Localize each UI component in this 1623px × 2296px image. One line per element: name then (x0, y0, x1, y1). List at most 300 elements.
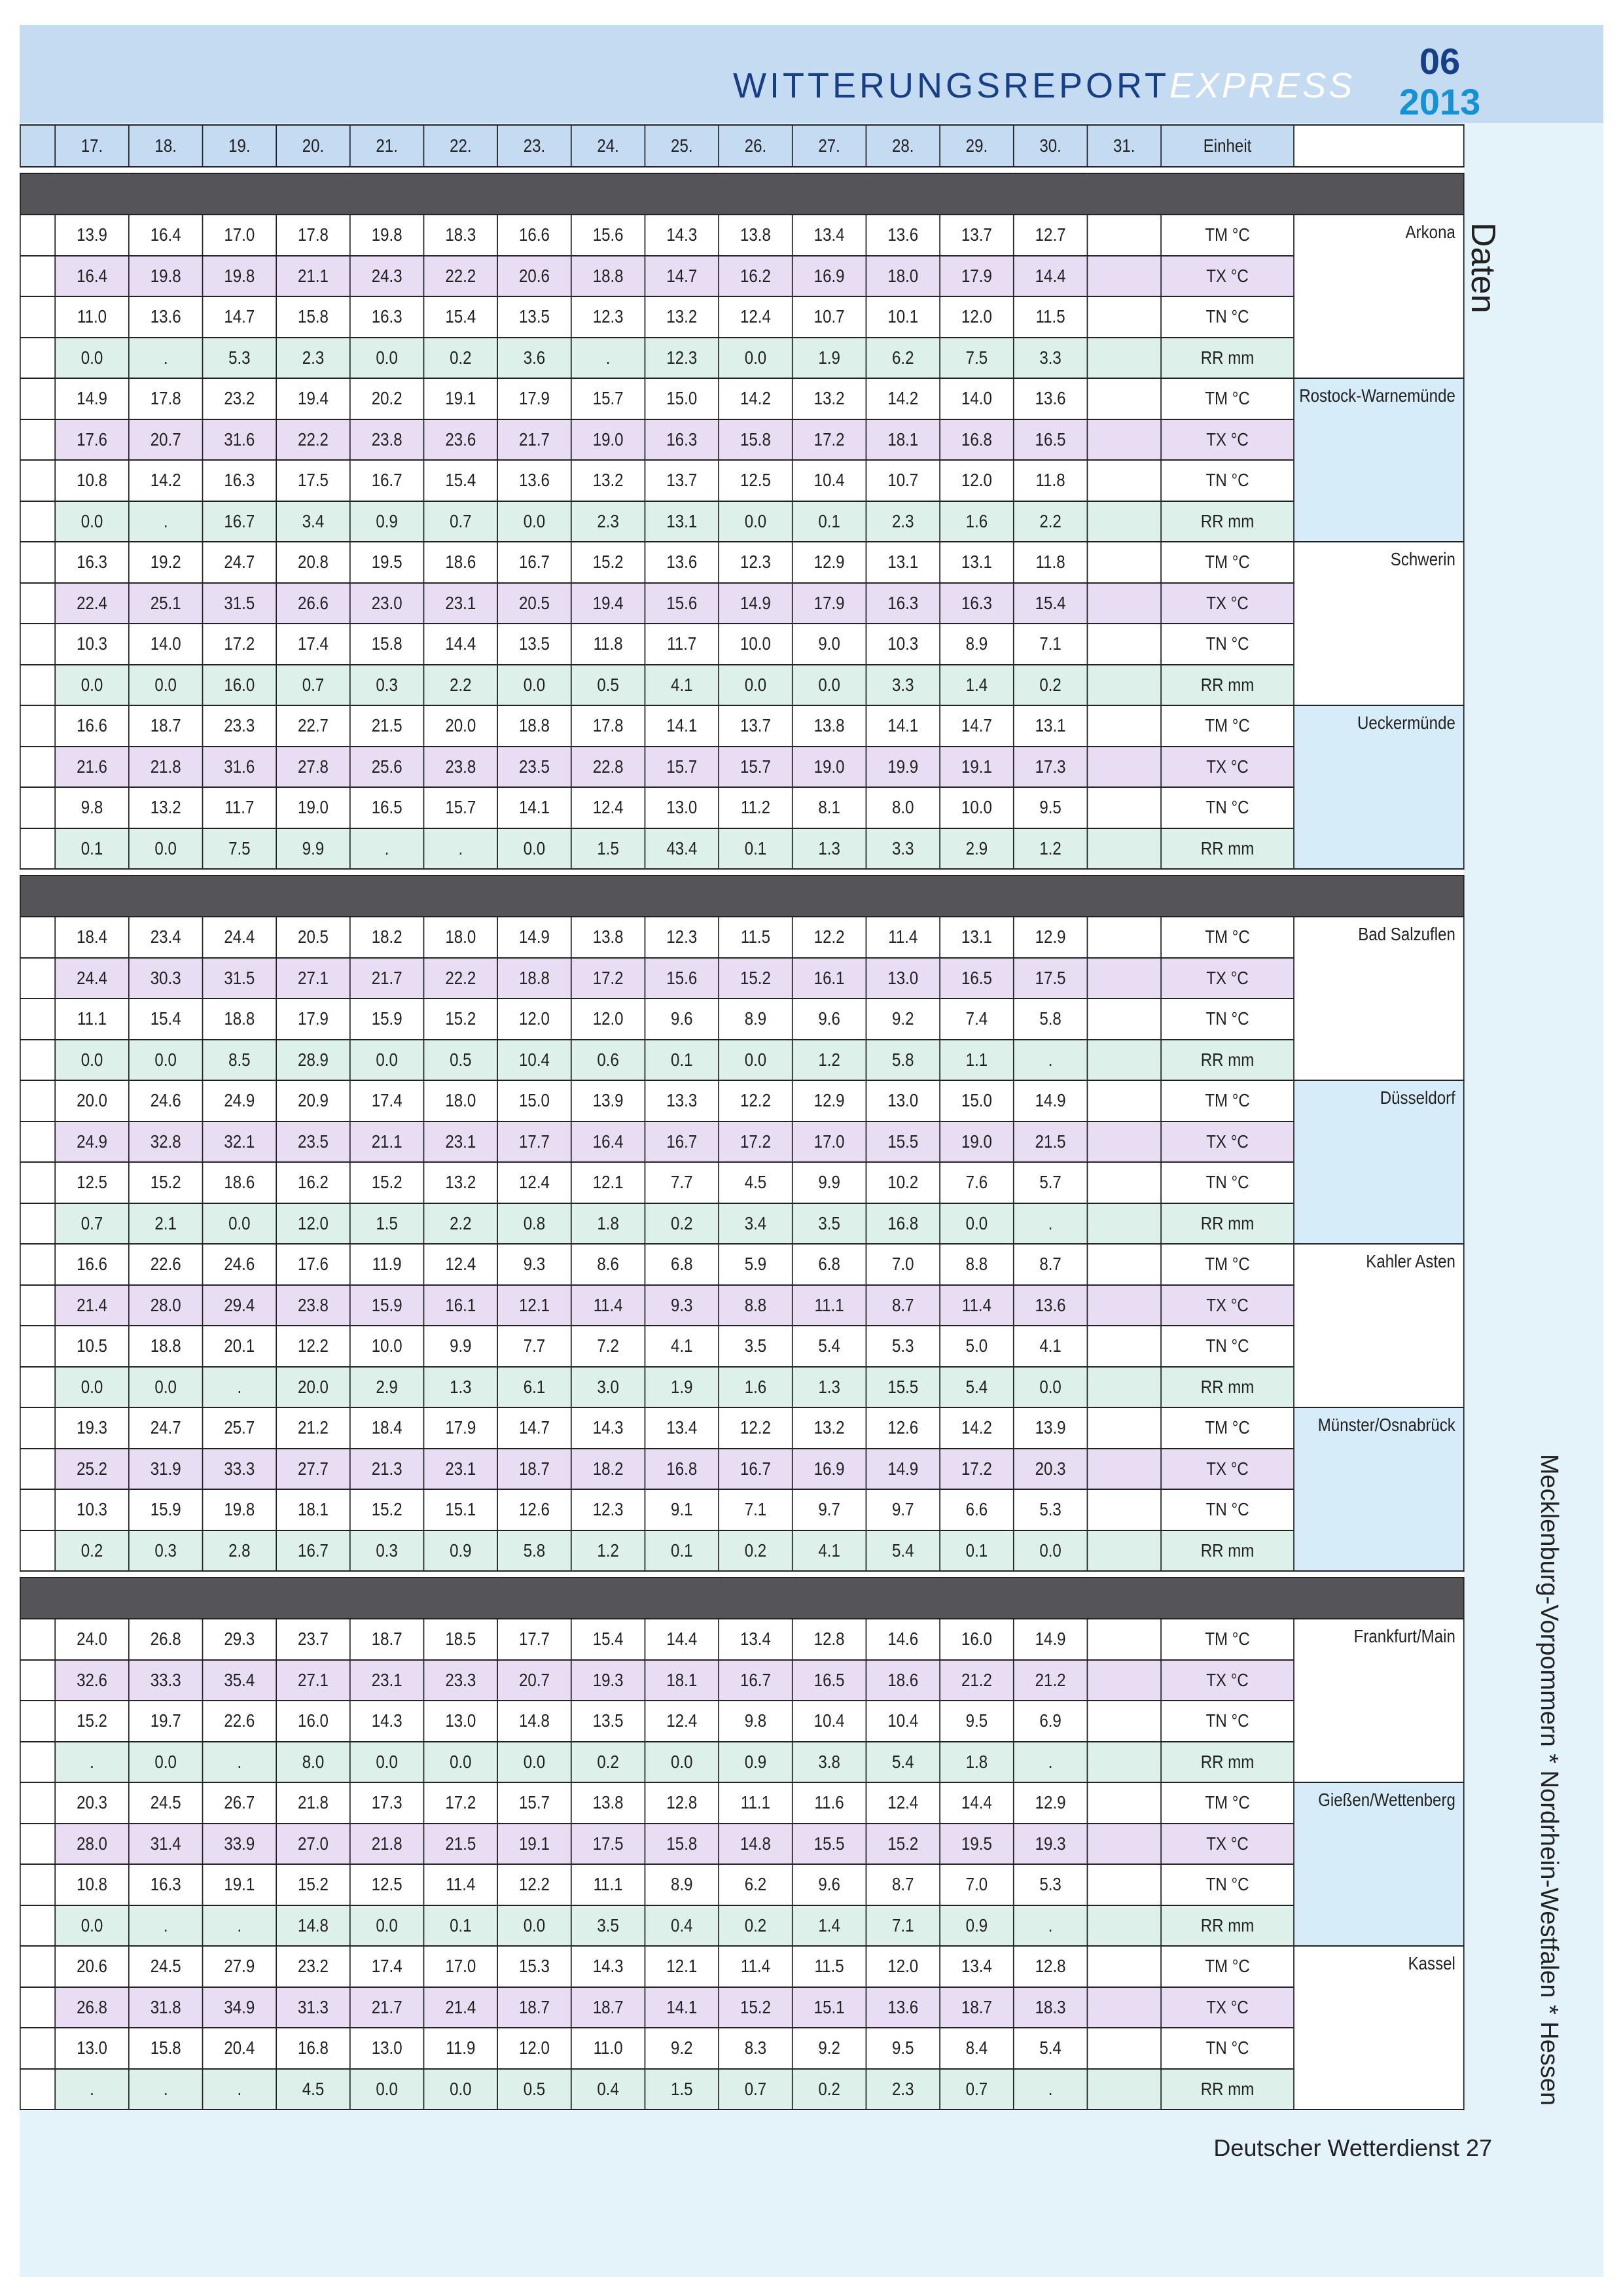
row-lead-cell (20, 1407, 55, 1449)
value-cell: 13.4 (645, 1407, 719, 1449)
value-cell: 14.7 (940, 705, 1014, 747)
value-cell: 19.0 (940, 1122, 1014, 1163)
value-cell: 0.0 (350, 338, 424, 379)
value-cell: 16.4 (129, 215, 203, 256)
value-cell: 8.7 (866, 1285, 940, 1326)
value-cell: 13.9 (571, 1080, 645, 1122)
value-cell: 23.6 (423, 419, 497, 461)
value-cell: 24.4 (55, 958, 129, 999)
day-header: 22. (423, 125, 497, 167)
value-cell (1087, 296, 1161, 338)
value-cell (1087, 460, 1161, 501)
row-lead-cell (20, 624, 55, 665)
value-cell: 27.7 (276, 1449, 350, 1490)
row-lead-cell (20, 1489, 55, 1530)
row-lead-cell (20, 1701, 55, 1742)
value-cell: 13.1 (645, 501, 719, 542)
value-cell: 14.3 (350, 1701, 424, 1742)
value-cell: 0.3 (350, 665, 424, 706)
value-cell: 17.2 (719, 1122, 793, 1163)
value-cell: 9.8 (719, 1701, 793, 1742)
value-cell: 33.9 (203, 1824, 277, 1865)
value-cell: 23.7 (276, 1619, 350, 1660)
day-header: 20. (276, 125, 350, 167)
row-lead-cell (20, 705, 55, 747)
value-cell: 16.5 (1014, 419, 1088, 461)
row-lead-cell (20, 1285, 55, 1326)
row-lead-cell (20, 419, 55, 461)
weather-data-table (20, 124, 1465, 2110)
row-lead-cell (20, 583, 55, 624)
value-cell: 17.9 (497, 378, 571, 419)
value-cell: 8.0 (276, 1742, 350, 1783)
row-lead-cell (20, 1782, 55, 1824)
value-cell: 15.2 (129, 1162, 203, 1203)
value-cell: 12.3 (719, 542, 793, 583)
value-cell: 8.8 (940, 1244, 1014, 1285)
value-cell: 23.2 (203, 378, 277, 419)
value-cell: 16.7 (497, 542, 571, 583)
value-cell: 19.5 (940, 1824, 1014, 1865)
value-cell: 12.8 (793, 1619, 866, 1660)
value-cell: 14.9 (55, 378, 129, 419)
unit-cell: TM °C (1161, 1407, 1294, 1449)
table-row (20, 1244, 1464, 1285)
value-cell: . (350, 828, 424, 870)
table-row (20, 338, 1464, 379)
value-cell: . (55, 1742, 129, 1783)
station-name: Arkona (1294, 215, 1464, 378)
value-cell (1087, 1782, 1161, 1824)
value-cell: 9.5 (866, 2028, 940, 2069)
value-cell: 11.8 (1014, 460, 1088, 501)
value-cell: 17.7 (497, 1122, 571, 1163)
value-cell (1087, 665, 1161, 706)
value-cell: 11.1 (793, 1285, 866, 1326)
value-cell: 4.1 (1014, 1326, 1088, 1367)
unit-cell: TX °C (1161, 419, 1294, 461)
table-row (20, 1742, 1464, 1783)
value-cell: 7.2 (571, 1326, 645, 1367)
value-cell: 12.2 (276, 1326, 350, 1367)
value-cell: 13.7 (645, 460, 719, 501)
value-cell: 9.6 (793, 1864, 866, 1905)
value-cell: 12.1 (497, 1285, 571, 1326)
table-row (20, 624, 1464, 665)
value-cell: 18.7 (129, 705, 203, 747)
row-lead-cell (20, 1080, 55, 1122)
value-cell: 0.0 (1014, 1367, 1088, 1408)
station-name: Kassel (1294, 1946, 1464, 2110)
value-cell: 0.0 (497, 828, 571, 870)
value-cell: 18.6 (866, 1660, 940, 1701)
value-cell: 3.3 (1014, 338, 1088, 379)
unit-cell: TM °C (1161, 705, 1294, 747)
value-cell: 12.9 (793, 1080, 866, 1122)
value-cell: 3.5 (793, 1203, 866, 1245)
value-cell: 23.1 (423, 1449, 497, 1490)
value-cell: 12.1 (645, 1946, 719, 1987)
table-row (20, 787, 1464, 828)
value-cell: 16.6 (55, 1244, 129, 1285)
unit-header: Einheit (1161, 125, 1294, 167)
value-cell: 11.5 (1014, 296, 1088, 338)
value-cell: 19.0 (571, 419, 645, 461)
value-cell: 15.6 (645, 583, 719, 624)
issue-month: 06 (1419, 41, 1461, 82)
unit-cell: TM °C (1161, 917, 1294, 958)
value-cell: 23.4 (129, 917, 203, 958)
header-lead-cell (20, 125, 55, 167)
value-cell: 0.0 (497, 1905, 571, 1947)
value-cell: 0.5 (423, 1040, 497, 1081)
unit-cell: TX °C (1161, 747, 1294, 788)
value-cell: 0.1 (793, 501, 866, 542)
value-cell: 14.3 (571, 1407, 645, 1449)
value-cell: 0.0 (129, 665, 203, 706)
table-row (20, 215, 1464, 256)
value-cell: 2.1 (129, 1203, 203, 1245)
value-cell: 12.6 (497, 1489, 571, 1530)
value-cell: 20.0 (423, 705, 497, 747)
value-cell: 17.2 (793, 419, 866, 461)
value-cell: 13.8 (571, 1782, 645, 1824)
value-cell: 19.1 (203, 1864, 277, 1905)
value-cell: 3.3 (866, 828, 940, 870)
value-cell: 7.1 (719, 1489, 793, 1530)
value-cell: 23.2 (276, 1946, 350, 1987)
value-cell: 7.1 (866, 1905, 940, 1947)
value-cell: 3.4 (276, 501, 350, 542)
value-cell: 21.5 (350, 705, 424, 747)
value-cell (1087, 1080, 1161, 1122)
value-cell: 22.6 (129, 1244, 203, 1285)
publisher-name: Deutscher Wetterdienst (1213, 2134, 1459, 2161)
value-cell: 0.0 (719, 665, 793, 706)
value-cell: 18.0 (866, 256, 940, 297)
value-cell: 16.3 (645, 419, 719, 461)
value-cell: 22.2 (276, 419, 350, 461)
value-cell: 10.0 (940, 787, 1014, 828)
value-cell: 18.7 (571, 1987, 645, 2028)
value-cell: 20.1 (203, 1326, 277, 1367)
value-cell: 7.4 (940, 998, 1014, 1040)
unit-cell: TM °C (1161, 1080, 1294, 1122)
value-cell: 21.7 (350, 958, 424, 999)
value-cell: 21.5 (423, 1824, 497, 1865)
value-cell: 16.6 (497, 215, 571, 256)
section-label: Daten (1464, 222, 1502, 313)
section-header-bar (20, 875, 1464, 917)
unit-cell: TN °C (1161, 2028, 1294, 2069)
page-number: 27 (1465, 2134, 1492, 2161)
value-cell: 15.2 (350, 1489, 424, 1530)
value-cell: 12.3 (645, 338, 719, 379)
value-cell: 18.1 (866, 419, 940, 461)
table-row (20, 1530, 1464, 1572)
value-cell: 10.3 (866, 624, 940, 665)
value-cell: 17.0 (423, 1946, 497, 1987)
value-cell: 0.3 (350, 1530, 424, 1572)
unit-cell: TX °C (1161, 583, 1294, 624)
value-cell: 24.9 (55, 1122, 129, 1163)
value-cell: 18.0 (423, 917, 497, 958)
value-cell: 20.6 (497, 256, 571, 297)
value-cell: 12.0 (497, 2028, 571, 2069)
value-cell: 12.5 (350, 1864, 424, 1905)
value-cell (1087, 501, 1161, 542)
value-cell: 11.4 (866, 917, 940, 958)
value-cell: 0.2 (423, 338, 497, 379)
value-cell (1087, 1701, 1161, 1742)
value-cell: 16.8 (940, 419, 1014, 461)
value-cell: 19.3 (1014, 1824, 1088, 1865)
value-cell: 8.6 (571, 1244, 645, 1285)
value-cell: 0.4 (571, 2069, 645, 2110)
value-cell: 20.7 (129, 419, 203, 461)
value-cell: 11.7 (645, 624, 719, 665)
value-cell: 3.6 (497, 338, 571, 379)
value-cell: 1.3 (793, 828, 866, 870)
unit-cell: RR mm (1161, 1040, 1294, 1081)
value-cell: 30.3 (129, 958, 203, 999)
value-cell: 17.8 (276, 215, 350, 256)
value-cell: 17.2 (423, 1782, 497, 1824)
value-cell: 2.3 (571, 501, 645, 542)
value-cell: 11.4 (719, 1946, 793, 1987)
value-cell: . (55, 2069, 129, 2110)
unit-cell: TM °C (1161, 542, 1294, 583)
value-cell: 20.8 (276, 542, 350, 583)
value-cell: 18.8 (497, 958, 571, 999)
value-cell: 17.2 (940, 1449, 1014, 1490)
value-cell: 0.0 (719, 501, 793, 542)
value-cell: 0.6 (571, 1040, 645, 1081)
value-cell: 13.2 (793, 1407, 866, 1449)
value-cell: 14.2 (940, 1407, 1014, 1449)
value-cell: 17.3 (350, 1782, 424, 1824)
value-cell: 16.4 (571, 1122, 645, 1163)
value-cell: 0.0 (203, 1203, 277, 1245)
value-cell: 13.1 (866, 542, 940, 583)
value-cell: 24.9 (203, 1080, 277, 1122)
value-cell: 14.8 (719, 1824, 793, 1865)
value-cell: 14.1 (645, 1987, 719, 2028)
value-cell: 12.0 (497, 998, 571, 1040)
value-cell: 13.2 (645, 296, 719, 338)
value-cell: 15.4 (571, 1619, 645, 1660)
value-cell: 6.6 (940, 1489, 1014, 1530)
value-cell: 4.1 (645, 1326, 719, 1367)
row-lead-cell (20, 2028, 55, 2069)
row-lead-cell (20, 1946, 55, 1987)
value-cell: 17.9 (276, 998, 350, 1040)
value-cell: 10.8 (55, 460, 129, 501)
value-cell: 21.1 (350, 1122, 424, 1163)
value-cell: 1.5 (571, 828, 645, 870)
value-cell: 8.0 (866, 787, 940, 828)
region-label: Mecklenburg-Vorpommern * Nordrhein-Westfalen * Hessen (1535, 1454, 1563, 2106)
value-cell: 0.0 (129, 1367, 203, 1408)
value-cell: 10.3 (55, 624, 129, 665)
value-cell: 0.1 (645, 1530, 719, 1572)
value-cell: 0.0 (1014, 1530, 1088, 1572)
value-cell: 11.1 (571, 1864, 645, 1905)
row-lead-cell (20, 1040, 55, 1081)
value-cell: 13.6 (497, 460, 571, 501)
value-cell: 19.7 (129, 1701, 203, 1742)
value-cell: 15.8 (129, 2028, 203, 2069)
value-cell: 11.5 (719, 917, 793, 958)
table-row (20, 1489, 1464, 1530)
value-cell: 14.2 (129, 460, 203, 501)
value-cell: 15.4 (1014, 583, 1088, 624)
value-cell: 13.7 (719, 705, 793, 747)
value-cell: 14.2 (719, 378, 793, 419)
value-cell: 0.0 (55, 338, 129, 379)
table-row (20, 1080, 1464, 1122)
value-cell: 21.4 (55, 1285, 129, 1326)
table-row (20, 1203, 1464, 1245)
value-cell: 3.8 (793, 1742, 866, 1783)
value-cell: 15.8 (719, 419, 793, 461)
value-cell: 13.1 (1014, 705, 1088, 747)
value-cell: 7.7 (497, 1326, 571, 1367)
value-cell: 5.8 (866, 1040, 940, 1081)
value-cell: 17.4 (350, 1080, 424, 1122)
value-cell: 0.1 (719, 828, 793, 870)
value-cell: 6.2 (719, 1864, 793, 1905)
value-cell: 15.5 (793, 1824, 866, 1865)
value-cell: 16.0 (276, 1701, 350, 1742)
value-cell: 3.4 (719, 1203, 793, 1245)
value-cell: 13.6 (866, 215, 940, 256)
spacer-cell (20, 1571, 1464, 1578)
value-cell: 16.5 (350, 787, 424, 828)
value-cell: 12.2 (719, 1080, 793, 1122)
value-cell: 14.1 (497, 787, 571, 828)
report-title-main: WITTERUNGSREPORT (733, 66, 1170, 105)
value-cell: 5.3 (866, 1326, 940, 1367)
section-header-bar (20, 1578, 1464, 1619)
value-cell: 15.2 (719, 958, 793, 999)
value-cell: 14.0 (129, 624, 203, 665)
table-row (20, 419, 1464, 461)
value-cell: 18.4 (350, 1407, 424, 1449)
value-cell: 14.8 (497, 1701, 571, 1742)
row-lead-cell (20, 1162, 55, 1203)
value-cell: 8.5 (203, 1040, 277, 1081)
value-cell: 23.3 (423, 1660, 497, 1701)
value-cell: 31.5 (203, 583, 277, 624)
unit-cell: RR mm (1161, 2069, 1294, 2110)
value-cell: 17.5 (276, 460, 350, 501)
value-cell: 9.5 (940, 1701, 1014, 1742)
value-cell: 20.4 (203, 2028, 277, 2069)
value-cell: 27.1 (276, 958, 350, 999)
value-cell: 21.2 (940, 1660, 1014, 1701)
value-cell: 14.9 (1014, 1619, 1088, 1660)
value-cell: 0.0 (129, 828, 203, 870)
value-cell: 1.8 (571, 1203, 645, 1245)
day-header: 23. (497, 125, 571, 167)
value-cell: 0.2 (571, 1742, 645, 1783)
value-cell: . (203, 2069, 277, 2110)
value-cell: 29.4 (203, 1285, 277, 1326)
value-cell: 0.0 (129, 1040, 203, 1081)
table-row (20, 1367, 1464, 1408)
unit-cell: RR mm (1161, 338, 1294, 379)
value-cell: 21.2 (1014, 1660, 1088, 1701)
value-cell: 15.2 (719, 1987, 793, 2028)
value-cell: 31.9 (129, 1449, 203, 1490)
value-cell: 31.5 (203, 958, 277, 999)
value-cell: 15.8 (276, 296, 350, 338)
value-cell: 23.5 (497, 747, 571, 788)
value-cell: 14.0 (940, 378, 1014, 419)
value-cell: 18.3 (1014, 1987, 1088, 2028)
value-cell: 13.9 (1014, 1407, 1088, 1449)
value-cell: 25.7 (203, 1407, 277, 1449)
value-cell: 35.4 (203, 1660, 277, 1701)
value-cell: 23.1 (423, 583, 497, 624)
value-cell: 1.5 (350, 1203, 424, 1245)
value-cell: 12.8 (1014, 1946, 1088, 1987)
value-cell: 8.9 (645, 1864, 719, 1905)
report-title-suffix: EXPRESS (1169, 66, 1355, 105)
value-cell: 20.5 (276, 917, 350, 958)
value-cell: . (129, 2069, 203, 2110)
day-header: 18. (129, 125, 203, 167)
value-cell: 15.5 (866, 1122, 940, 1163)
value-cell: 8.7 (1014, 1244, 1088, 1285)
station-name: Gießen/Wettenberg (1294, 1782, 1464, 1946)
value-cell: 19.8 (203, 1489, 277, 1530)
value-cell: 14.2 (866, 378, 940, 419)
value-cell: . (203, 1367, 277, 1408)
value-cell: 19.8 (350, 215, 424, 256)
value-cell: 22.6 (203, 1701, 277, 1742)
value-cell: 13.2 (571, 460, 645, 501)
value-cell: 12.4 (719, 296, 793, 338)
value-cell: 10.0 (350, 1326, 424, 1367)
value-cell: 16.0 (203, 665, 277, 706)
value-cell: 14.1 (645, 705, 719, 747)
value-cell (1087, 1449, 1161, 1490)
value-cell: 3.5 (571, 1905, 645, 1947)
value-cell: 13.6 (1014, 378, 1088, 419)
value-cell: 0.9 (350, 501, 424, 542)
page-footer (1113, 2134, 1492, 2162)
value-cell: 18.4 (55, 917, 129, 958)
value-cell: 14.3 (571, 1946, 645, 1987)
value-cell: 17.3 (1014, 747, 1088, 788)
value-cell: 27.0 (276, 1824, 350, 1865)
value-cell: 24.5 (129, 1946, 203, 1987)
unit-cell: TN °C (1161, 1162, 1294, 1203)
value-cell (1087, 256, 1161, 297)
value-cell: 21.3 (350, 1449, 424, 1490)
unit-cell: TX °C (1161, 1285, 1294, 1326)
value-cell: 11.8 (571, 624, 645, 665)
value-cell (1087, 1660, 1161, 1701)
value-cell: 24.5 (129, 1782, 203, 1824)
value-cell: 23.8 (350, 419, 424, 461)
value-cell: 13.2 (793, 378, 866, 419)
unit-cell: TM °C (1161, 1244, 1294, 1285)
value-cell: 15.2 (423, 998, 497, 1040)
value-cell: 5.8 (497, 1530, 571, 1572)
